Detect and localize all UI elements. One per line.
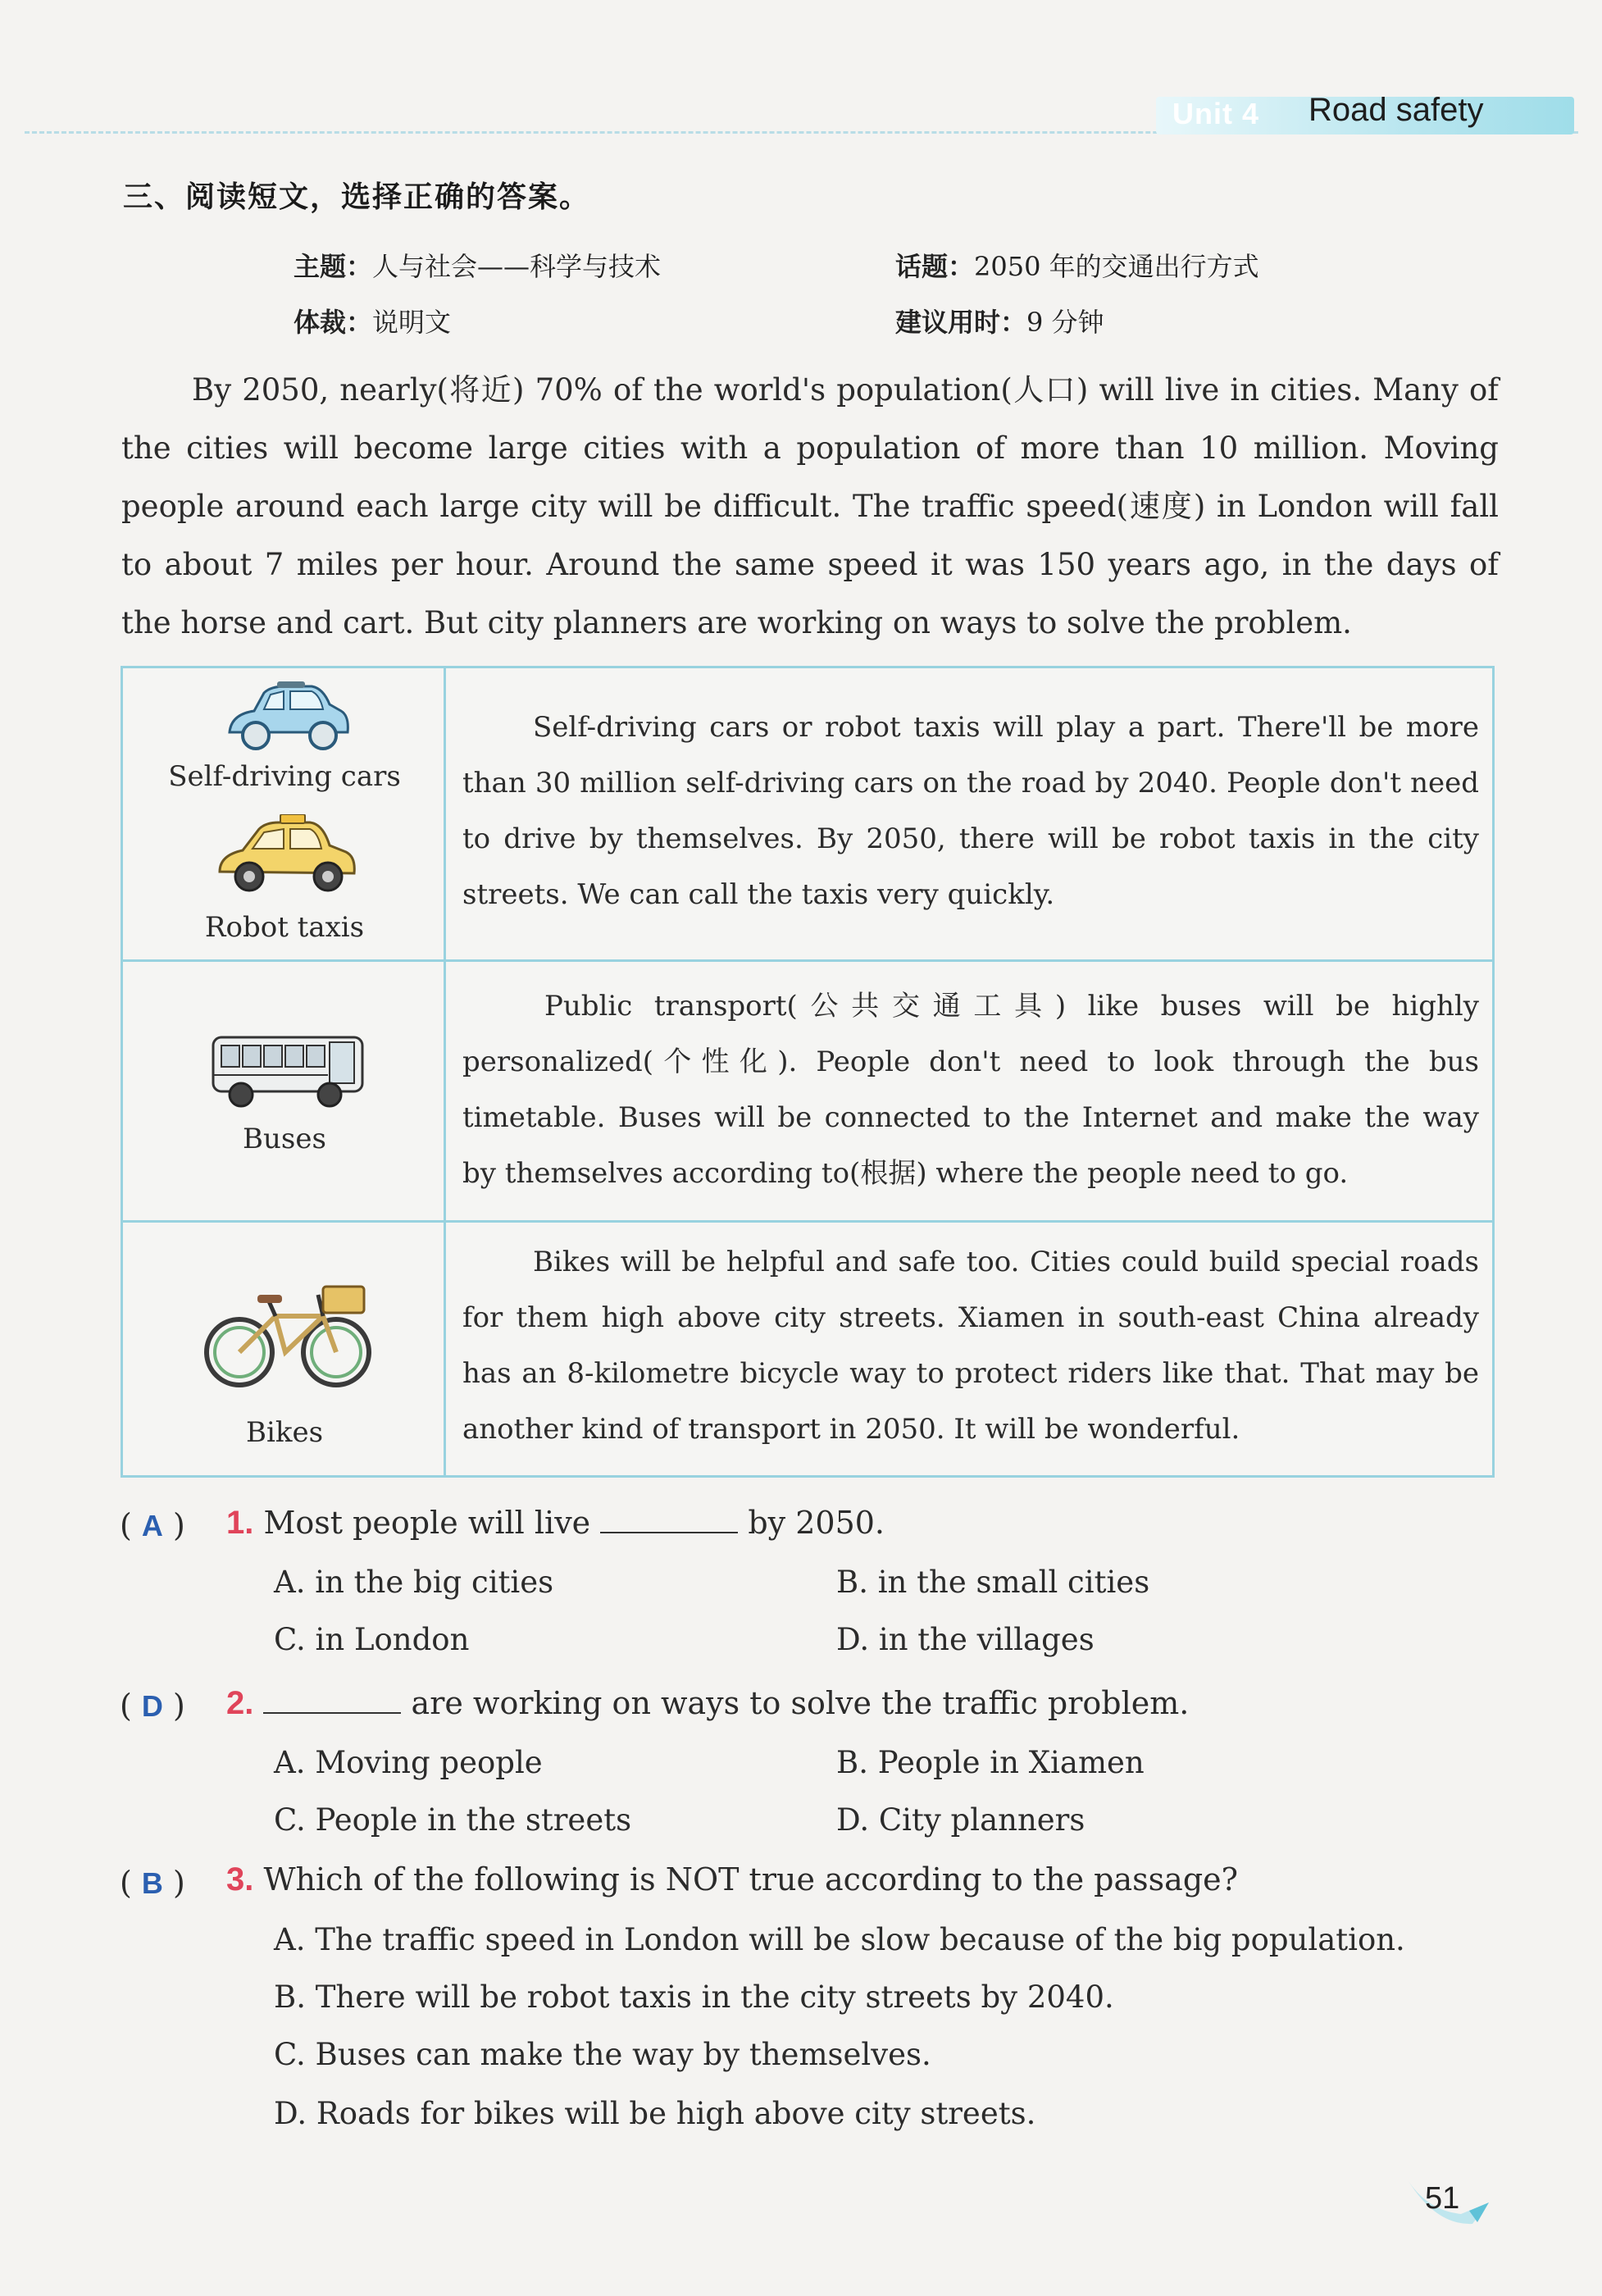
image-cell: [123, 962, 446, 1220]
answer-bracket: ( A ): [120, 1507, 185, 1543]
answer-2: D: [141, 1689, 163, 1723]
bus-icon: [208, 1031, 371, 1111]
section-title: 三、阅读短文，选择正确的答案。: [123, 180, 591, 214]
option: C. Buses can make the way by themselves.: [274, 2037, 931, 2072]
label-robot-taxis: Robot taxis: [204, 911, 365, 944]
meta-time: 建议用时：9 分钟: [895, 307, 1104, 338]
option: B. There will be robot taxis in the city streets by 2040.: [274, 1979, 1114, 2015]
meta-theme: 主题：人与社会——科学与技术: [294, 251, 662, 282]
label-self-driving-cars: Self-driving cars: [168, 760, 401, 793]
answer-3: B: [141, 1866, 163, 1900]
bike-icon: [200, 1283, 375, 1392]
passage-intro: By 2050, nearly(将近) 70% of the world's population(人口) will live in cities. Many of the cities will become large cities with a population of more than 10 million. Moving people around each large city will be difficult. The traffic speed(速度) in London will fall to about 7 miles per hour. Around the same speed it was 150 years ago, in the days of the horse and cart. But city planners are working on ways to solve the problem.: [121, 372, 1499, 640]
unit-label: Unit 4: [1172, 97, 1260, 130]
option: D. City planners: [836, 1802, 1085, 1838]
table-row: [123, 962, 1492, 1223]
image-cell: [123, 668, 446, 959]
option: B. People in Xiamen: [836, 1745, 1145, 1780]
table-row: [123, 668, 1492, 962]
meta-topic: 话题：2050 年的交通出行方式: [895, 251, 1259, 282]
answer-bracket: ( B ): [120, 1865, 185, 1901]
option: D. Roads for bikes will be high above city streets.: [274, 2096, 1036, 2131]
question-2-stem: 2. are working on ways to solve the traffic problem.: [226, 1685, 1190, 1721]
question-3-stem: 3. Which of the following is NOT true according to the passage?: [226, 1861, 1239, 1897]
option: A. The traffic speed in London will be slow because of the big population.: [274, 1922, 1405, 1957]
row-text-buses: Public transport(公共交通工具) like buses will be highly personalized(个性化). People don't need to look through the bus timetable. Buses will be connected to the Internet and make the way by themselves according to(根据) where the people need to go.: [462, 990, 1479, 1190]
image-cell: [123, 1223, 446, 1475]
table-row: [123, 1223, 1492, 1475]
robot-taxi-icon: [213, 814, 359, 898]
option: D. in the villages: [836, 1622, 1095, 1657]
option: C. People in the streets: [274, 1802, 632, 1838]
answer-1: A: [141, 1509, 163, 1542]
option: C. in London: [274, 1622, 470, 1657]
unit-title: Road safety: [1308, 92, 1484, 128]
option: A. Moving people: [274, 1745, 543, 1780]
row-text-cars: Self-driving cars or robot taxis will play a part. There'll be more than 30 million self-driving cars on the road by 2040. People don't need to drive by themselves. By 2050, there will be robot taxis in the city streets. We can call the taxis very quickly.: [462, 711, 1479, 911]
question-1-stem: 1. Most people will live by 2050.: [226, 1505, 885, 1541]
transport-table: [121, 666, 1495, 1478]
meta-genre: 体裁：说明文: [294, 307, 452, 338]
page-number: 51: [1425, 2181, 1460, 2216]
row-text-bikes: Bikes will be helpful and safe too. Cities could build special roads for them high above city streets. Xiamen in south-east China already has an 8-kilometre bicycle way to protect riders like that. That may be another kind of transport in 2050. It will be wonderful.: [462, 1246, 1479, 1446]
answer-blank: [263, 1684, 401, 1714]
label-bikes: Bikes: [245, 1416, 324, 1449]
label-buses: Buses: [243, 1123, 326, 1155]
option: B. in the small cities: [836, 1565, 1150, 1600]
answer-blank: [600, 1504, 738, 1533]
answer-bracket: ( D ): [120, 1688, 185, 1724]
self-driving-car-icon: [221, 681, 353, 757]
option: A. in the big cities: [274, 1565, 554, 1600]
